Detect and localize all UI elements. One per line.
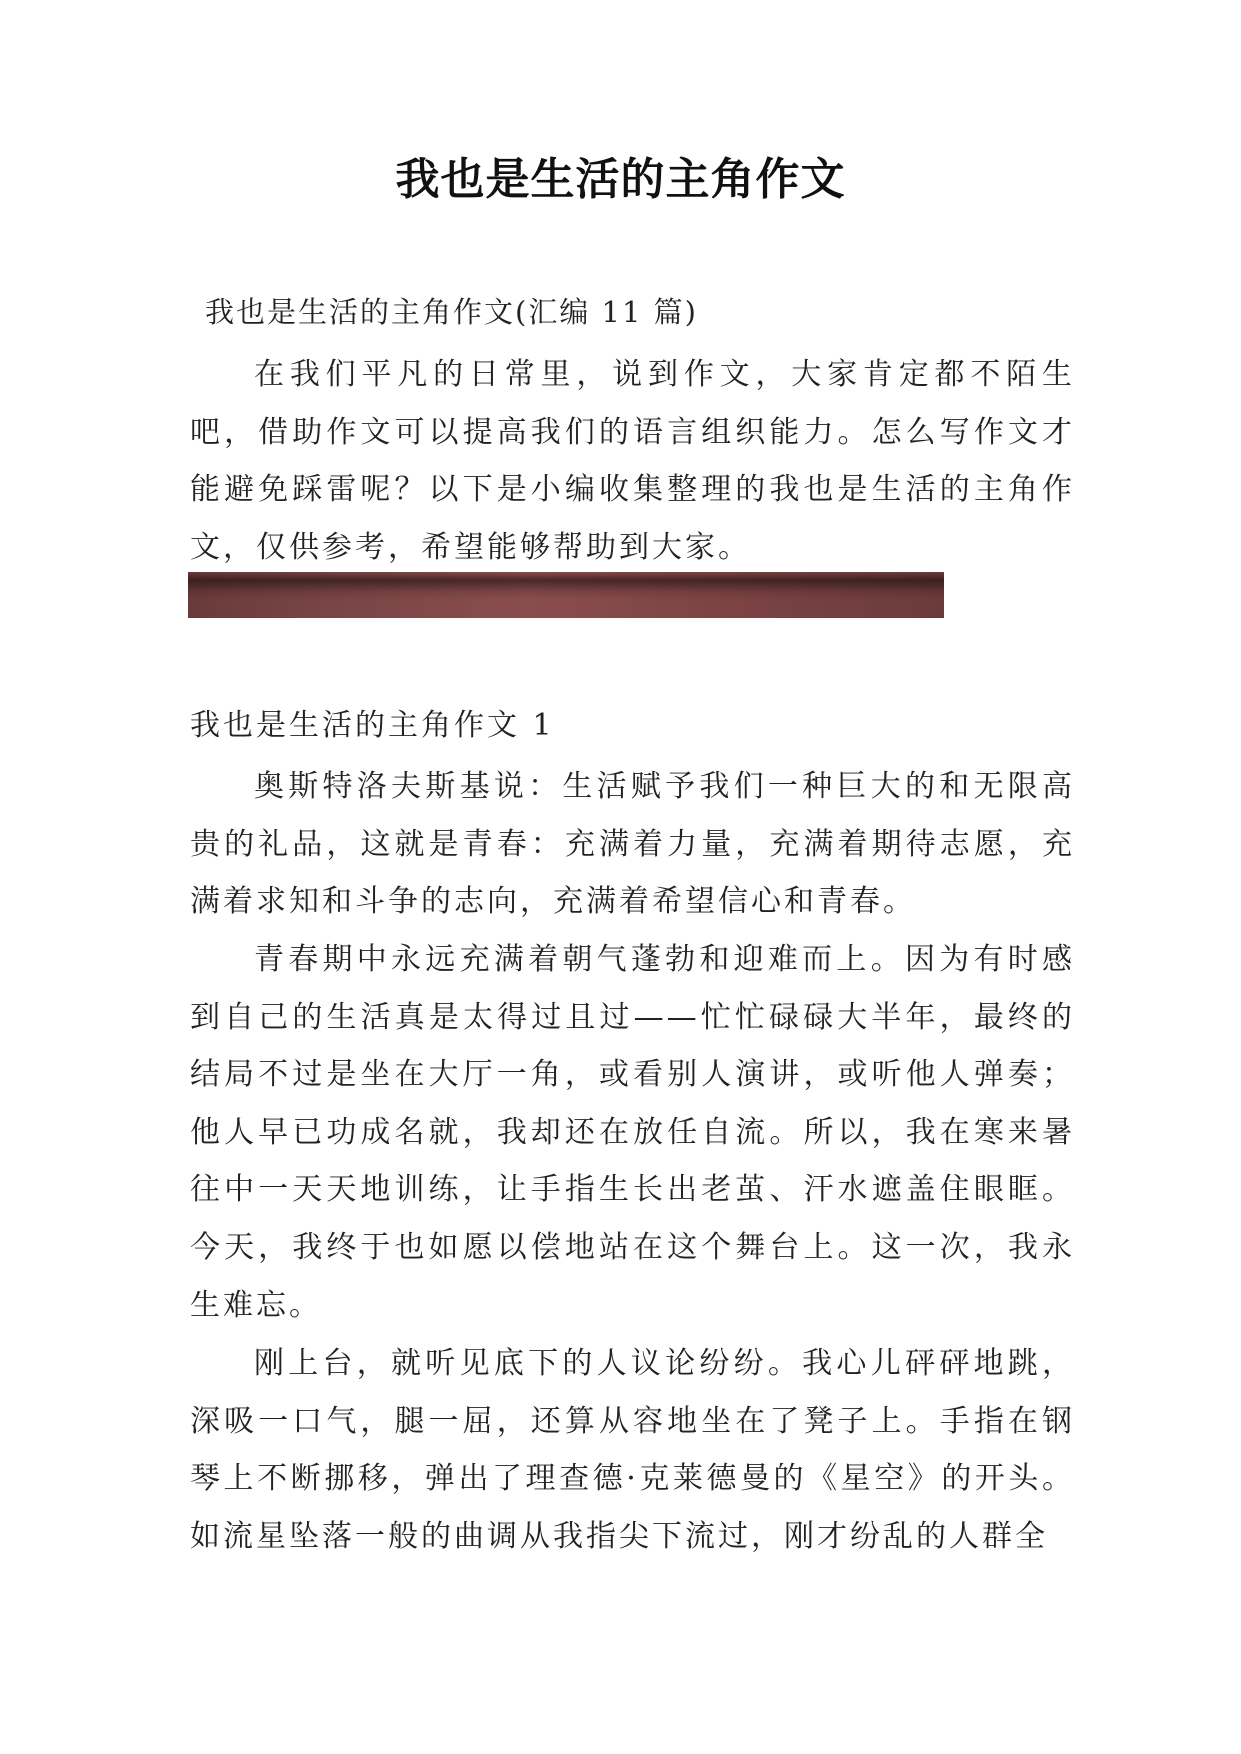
document-subtitle: 我也是生活的主角作文(汇编 11 篇) [205, 295, 698, 329]
body-paragraph-3: 刚上台，就听见底下的人议论纷纷。我心儿砰砰地跳，深吸一口气，腿一屈，还算从容地坐在了凳子上。手指在钢琴上不断挪移，弹出了理查德·克莱德曼的《星空》的开头。如流星坠落一般的曲调从我指尖下流过，刚才纷乱的人群全 [190, 1346, 1075, 1554]
document-title: 我也是生活的主角作文 [395, 154, 846, 205]
section-title: 我也是生活的主角作文 1 [190, 708, 555, 743]
body-paragraph-2: 青春期中永远充满着朝气蓬勃和迎难而上。因为有时感到自己的生活真是太得过且过——忙忙碌碌大半年，最终的结局不过是坐在大厅一角，或看别人演讲，或听他人弹奏；他人早已功成名就，我却还在放任自流。所以，我在寒来暑往中一天天地训练，让手指生长出老茧、汗水遮盖住眼眶。今天，我终于也如愿以偿地站在这个舞台上。这一次，我永生难忘。 [190, 942, 1075, 1323]
intro-paragraph: 在我们平凡的日常里，说到作文，大家肯定都不陌生吧，借助作文可以提高我们的语言组织能力。怎么写作文才能避免踩雷呢？以下是小编收集整理的我也是生活的主角作文，仅供参考，希望能够帮助到大家。 [190, 357, 1075, 565]
body-paragraph-1: 奥斯特洛夫斯基说：生活赋予我们一种巨大的和无限高贵的礼品，这就是青春：充满着力量，充满着期待志愿，充满着求知和斗争的志向，充满着希望信心和青春。 [190, 769, 1075, 920]
decorative-image-strip [188, 572, 944, 618]
